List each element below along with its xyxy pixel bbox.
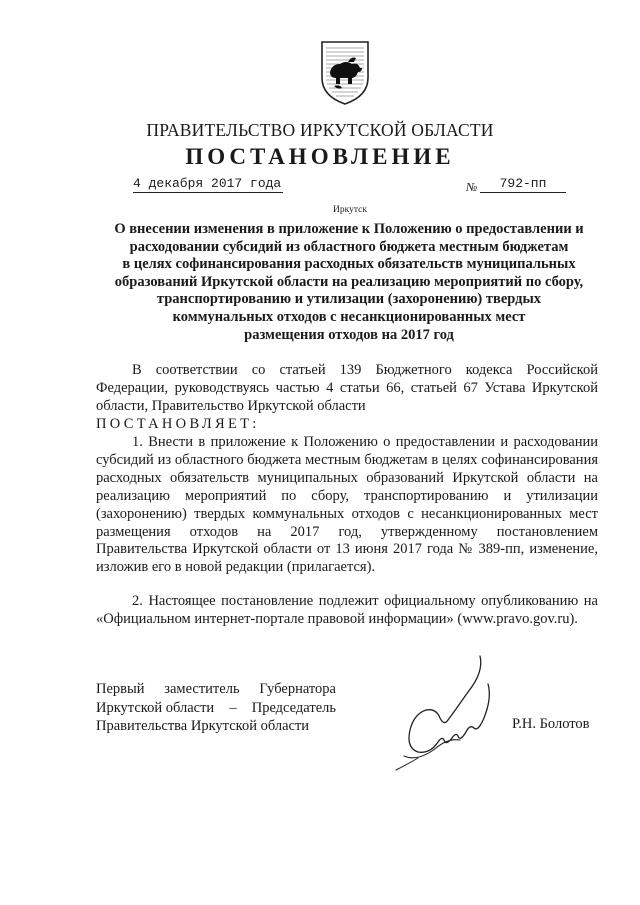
handwritten-signature-icon	[388, 652, 508, 772]
signer-title-word: заместитель	[164, 681, 240, 697]
subject-line: образований Иркутской области на реализацию мероприятий по сбору,	[114, 273, 584, 290]
coat-of-arms-icon	[318, 38, 372, 106]
signer-title-part: –	[229, 699, 237, 716]
signer-name: Р.Н. Болотов	[512, 716, 590, 732]
item-2-paragraph: 2. Настоящее постановление подлежит официальному опубликованию на «Официальном интернет-портале правовой информации» (www.pravo.gov.ru).	[96, 593, 598, 627]
document-number: 792-пп	[480, 176, 566, 193]
item-1-paragraph: 1. Внести в приложение к Положению о предоставлении и расходовании субсидий из областного бюджета местным бюджетам в целях софинансирования расходных обязательств муниципальных образований Иркутской области на реализацию мероприятий по сбору, транспортированию и утилизации (захоронению) твердых коммунальных отходов с несанкционированных мест размещения отходов на 2017 год, утвержденному постановлением Правительства Иркутской области от 13 июня 2017 года № 389-пп, изменение, изложив его в новой редакции (прилагается).	[96, 434, 598, 576]
preamble-paragraph: В соответствии со статьей 139 Бюджетного кодекса Российской Федерации, руководствуясь частью 4 статьи 66, статьей 67 Устава Иркутской области, Правительство Иркутской области	[96, 362, 598, 414]
document-subject	[96, 221, 602, 344]
document-city: Иркутск	[333, 205, 367, 215]
subject-line: размещения отходов на 2017 год	[244, 326, 454, 343]
subject-line: транспортированию и утилизации (захоронению) твердых	[156, 291, 542, 308]
subject-line: О внесении изменения в приложение к Положению о предоставлении и	[114, 221, 584, 237]
signer-title-line: Правительства Иркутской области	[96, 718, 310, 735]
signer-title-word: Первый	[96, 681, 145, 697]
subject-line: расходовании субсидий из областного бюджета местным бюджетам	[129, 238, 569, 255]
subject-line: в целях софинансирования расходных обязательств муниципальных	[122, 256, 576, 273]
document-date: 4 декабря 2017 года	[133, 176, 282, 191]
document-type-title: ПОСТАНОВЛЕНИЕ	[185, 144, 455, 169]
resolves-heading: ПОСТАНОВЛЯЕТ:	[96, 416, 260, 432]
number-label: №	[466, 180, 478, 194]
organization-title: ПРАВИТЕЛЬСТВО ИРКУТСКОЙ ОБЛАСТИ	[146, 120, 494, 140]
signer-title-word: Губернатора	[259, 681, 336, 697]
subject-line: коммунальных отходов с несанкционированных мест	[172, 308, 526, 325]
signer-title	[96, 680, 336, 736]
signer-title-part: Иркутской области	[96, 699, 215, 716]
signer-title-part: Председатель	[251, 699, 336, 716]
